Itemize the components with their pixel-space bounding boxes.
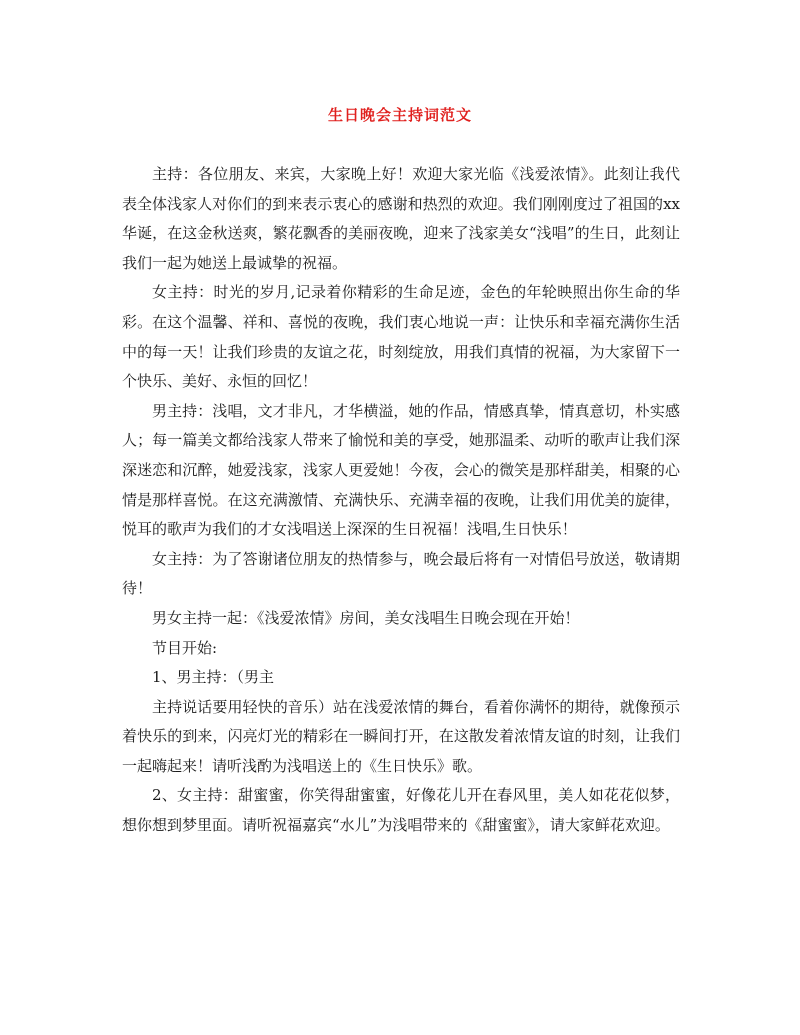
paragraph-item-1-heading: 1、男主持：（男主 [152,668,275,687]
document-body [122,160,680,841]
paragraph-program-start: 节目开始: [152,638,218,657]
paragraph-host-opening: 主持：各位朋友、来宾，大家晚上好！欢迎大家光临《浅爱浓情》。此刻让我代表全体浅家人对你们的到来表示衷心的感谢和热烈的欢迎。我们刚刚度过了祖国的xx华诞，在这金秋送爽，繁花飘香的美丽夜晚，迎来了浅家美女“浅唱”的生日，此刻让我们一起为她送上最诚挚的祝福。 [122,165,680,272]
paragraph-female-host-1: 女主持：时光的岁月,记录着你精彩的生命足迹，金色的年轮映照出你生命的华彩。在这个温馨、祥和、喜悦的夜晚，我们衷心地说一声：让快乐和幸福充满你生活中的每一天！让我们珍贵的友谊之花，时刻绽放，用我们真情的祝福，为大家留下一个快乐、美好、永恒的回忆！ [122,283,680,391]
paragraph-male-host-1: 男主持：浅唱，文才非凡，才华横溢，她的作品，情感真挚，情真意切，朴实感人；每一篇美文都给浅家人带来了愉悦和美的享受，她那温柔、动听的歌声让我们深深迷恋和沉醉，她爱浅家，浅家人更爱她！今夜，会心的微笑是那样甜美，相聚的心情是那样喜悦。在这充满激情、充满快乐、充满幸福的夜晚，让我们用优美的旋律，悦耳的歌声为我们的才女浅唱送上深深的生日祝福！浅唱,生日快乐！ [122,401,680,539]
paragraph-item-2: 2、女主持：甜蜜蜜，你笑得甜蜜蜜，好像花儿开在春风里，美人如花花似梦，想你想到梦里面。请听祝福嘉宾“水儿”为浅唱带来的《甜蜜蜜》，请大家鲜花欢迎。 [122,786,680,835]
document-title: 生日晚会主持词范文 [327,106,472,124]
paragraph-female-host-2: 女主持：为了答谢诸位朋友的热情参与，晚会最后将有一对情侣号放送，敬请期待！ [122,549,680,598]
paragraph-item-1-body: 主持说话要用轻快的音乐）站在浅爱浓情的舞台，看着你满怀的期待，就像预示着快乐的到来，闪亮灯光的精彩在一瞬间打开，在这散发着浓情友谊的时刻，让我们一起嗨起来！请听浅酌为浅唱送上的《生日快乐》歌。 [122,697,680,775]
paragraph-both-hosts: 男女主持一起：《浅爱浓情》房间，美女浅唱生日晚会现在开始！ [152,608,580,627]
